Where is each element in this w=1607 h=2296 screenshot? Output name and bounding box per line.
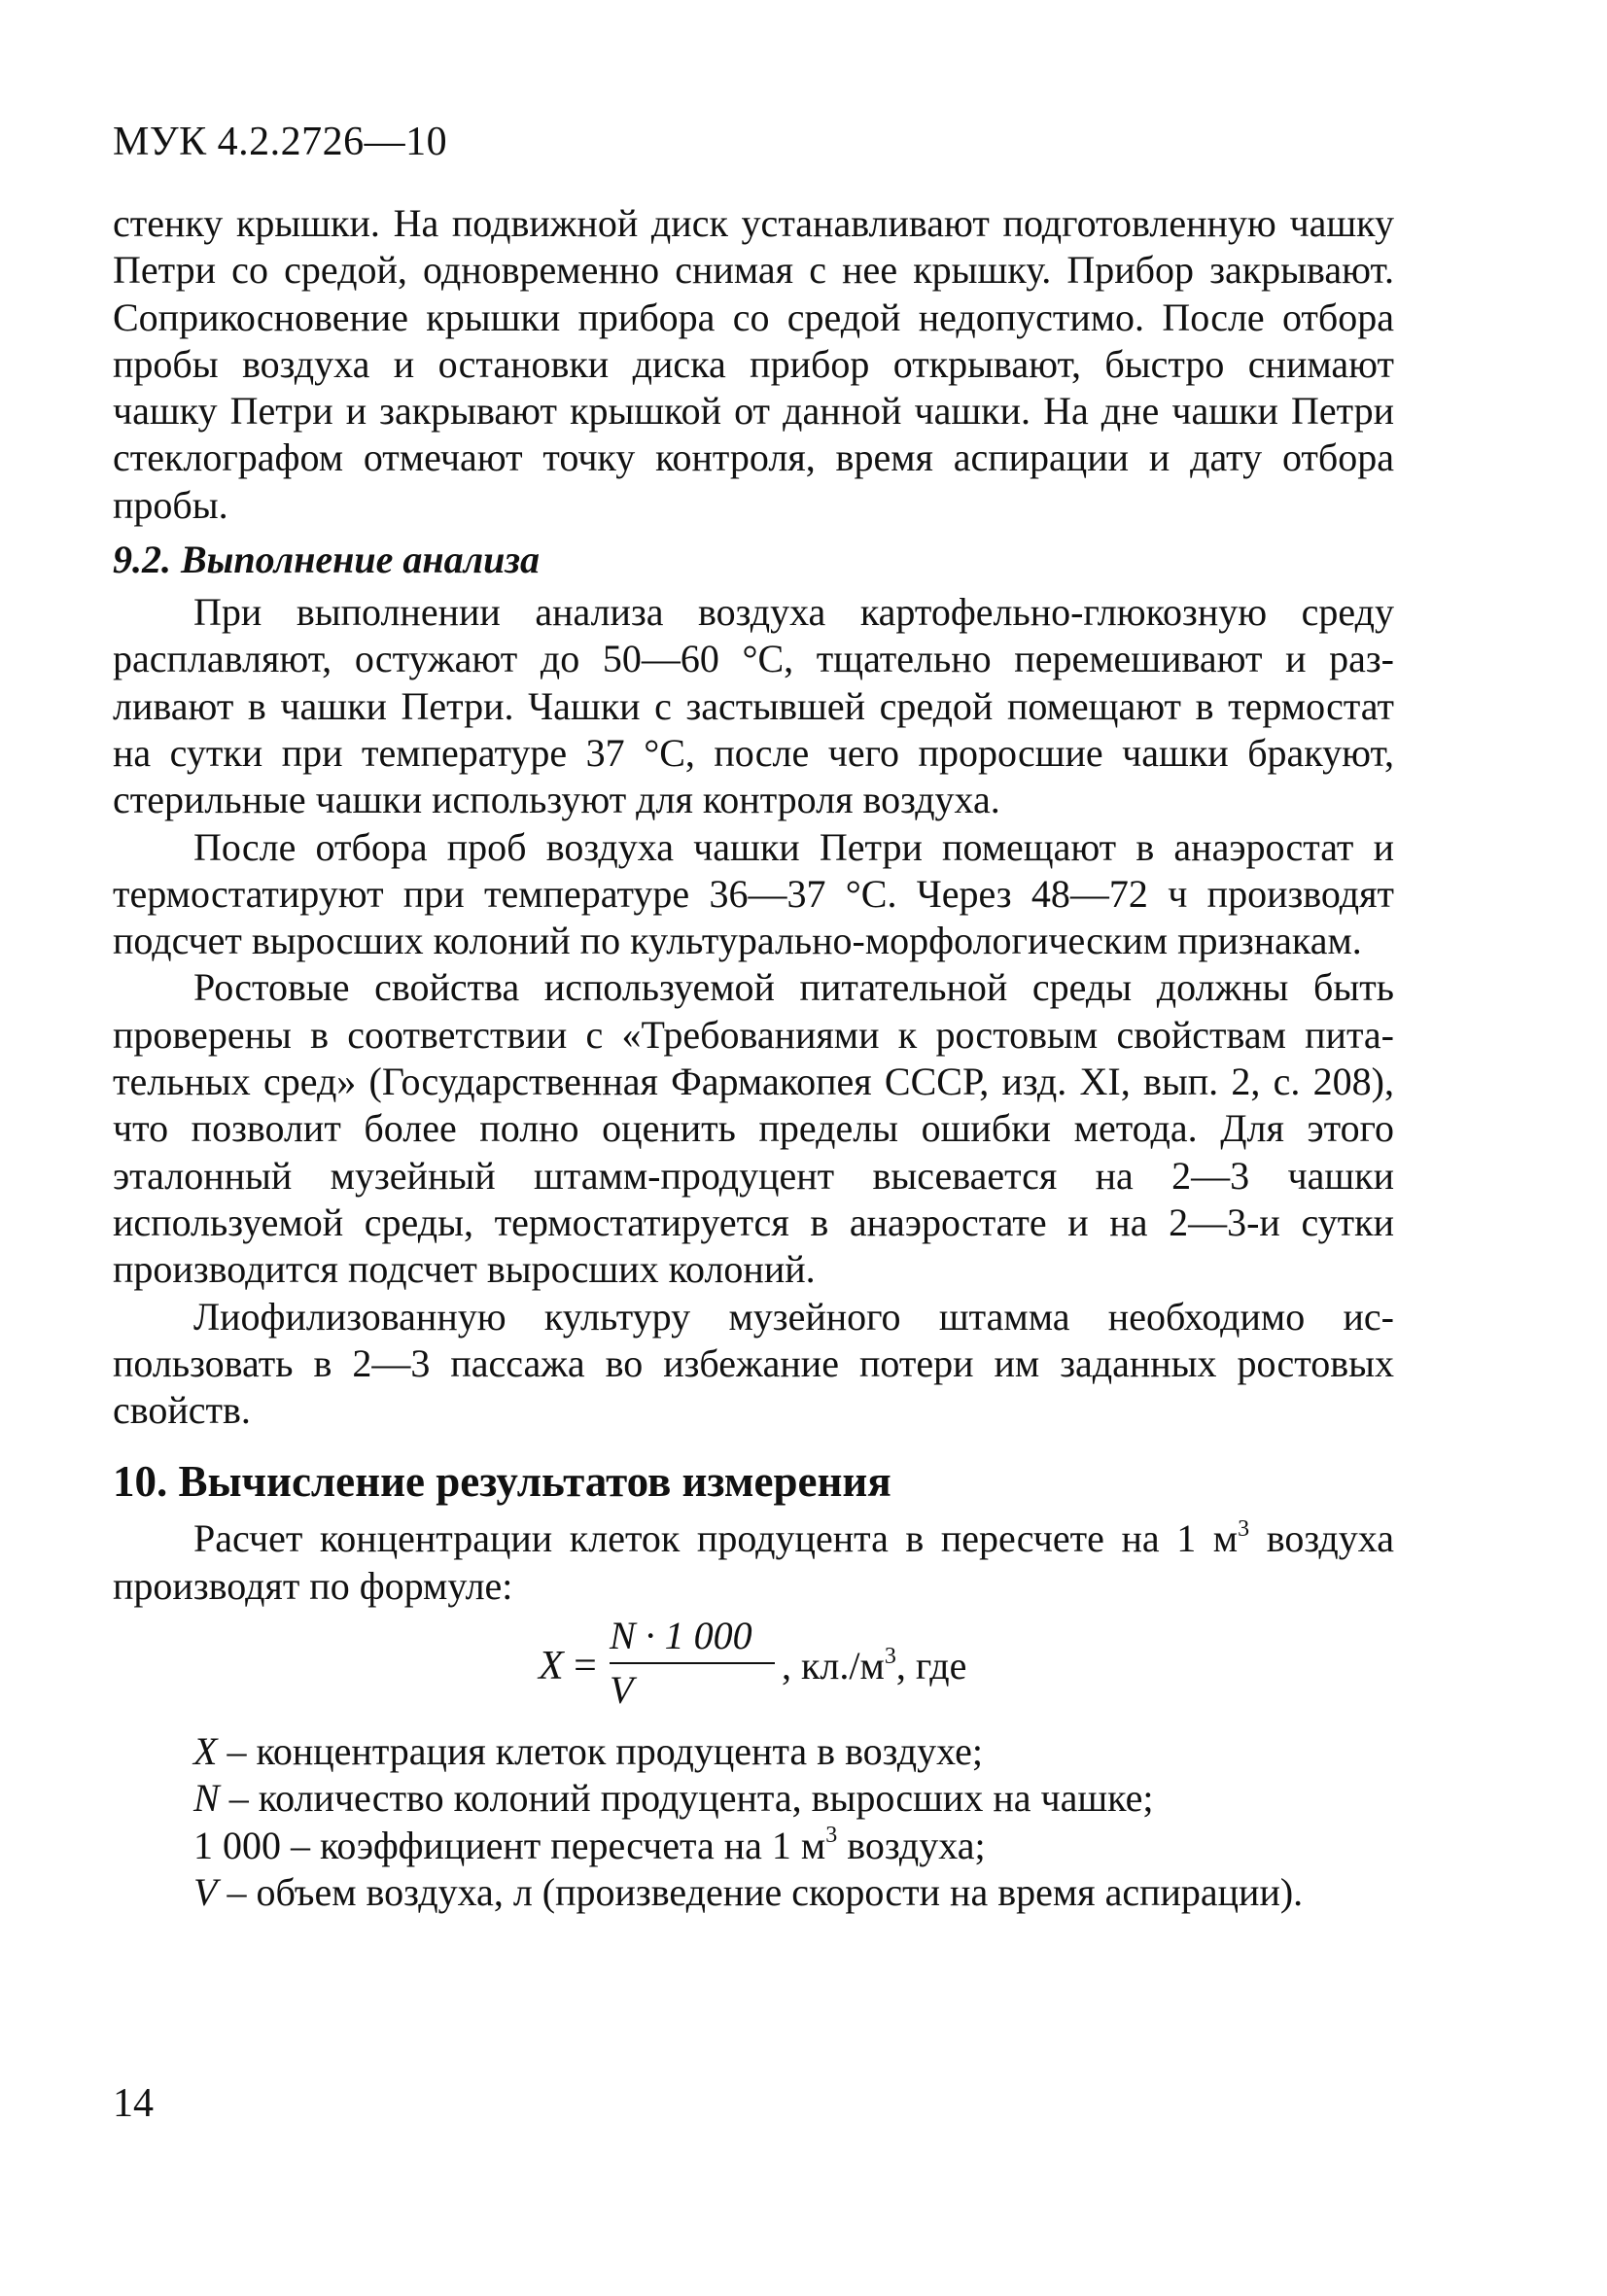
paragraph: Лиофилизованную культуру музейного штамма необходимо использовать в 2—3 пассажа во избежание потери им заданных ростовых свойств. [113,1294,1394,1433]
paragraph: При выполнении анализа воздуха картофельно-глюкозную среду расплавляют, остужают до 50—60 °С, тщательно перемешивают и разливают в чашки Петри. Чашки с застывшей средой помещают в термостат на сутки при температуре 37 °С, после чего проросшие чашки бракуют, стерильные чашки используют для контроля воздуха. [113,590,1394,822]
formula-denominator: V [610,1668,634,1713]
paragraph: После отбора проб воздуха чашки Петри помещают в анаэростат и термостатируют при температуре 36—37 °С. Через 48—72 ч производят подсчет выросших колоний по культурально-морфологическим признакам. [113,824,1394,963]
definition-item: X – концентрация клеток продуцента в воздухе; [193,1729,983,1774]
page-number: 14 [113,2081,154,2126]
formula-lhs: X = [539,1644,597,1689]
formula-unit: , $кл./м^3$, где [782,1643,967,1688]
section-title: 10. Вычисление результатов измерения [113,1457,891,1507]
formula-numerator: N · 1 000 [610,1614,752,1658]
formula-fraction [610,1614,775,1713]
section-intro: Расчет концентрации клеток продуцента в пересчете на 1 $м^3$ воздуха производят по формуле: [113,1516,1394,1608]
document-code-header: МУК 4.2.2726—10 [113,120,448,164]
definition-item: N – количество колоний продуцента, выросших на чашке; [193,1776,1154,1821]
definition-item: 1 000 – коэффициент пересчета на 1 $м^3$ воздуха; [193,1823,986,1867]
body-text [113,200,1394,1916]
subsection-title: 9.2. Выполнение анализа [113,538,540,582]
fraction-bar [610,1662,775,1664]
paragraph-continued: стенку крышки. На подвижной диск устанавливают подготовленную чашку Петри со средой, одновременно снимая с нее крышку. Прибор закрывают. Соприкосновение крышки прибора со средой недопустимо. После отбора пробы воздуха и остановки диска прибор открывают, быстро снимают чашку Петри и закрывают крышкой от данной чашки. На дне чашки Петри стеклографом отмечают точку контроля, время аспирации и дату отбора пробы. [113,201,1394,527]
formula [113,1614,1394,1722]
definition-item: V – объем воздуха, л (произведение скорости на время аспирации). [193,1869,1304,1914]
paragraph: Ростовые свойства используемой питательной среды должны быть проверены в соответствии с «Требованиями к ростовым свойствам питательных сред» (Государственная Фармакопея СССР, изд. XI, вып. 2, с. 208), что позволит более полно оценить пределы ошибки метода. Для этого эталонный музейный штамм-продуцент высевается на 2—3 чашки используемой среды, термостатируется в анаэростате и на 2—3-и сутки производится подсчет выросших колоний. [113,965,1394,1292]
